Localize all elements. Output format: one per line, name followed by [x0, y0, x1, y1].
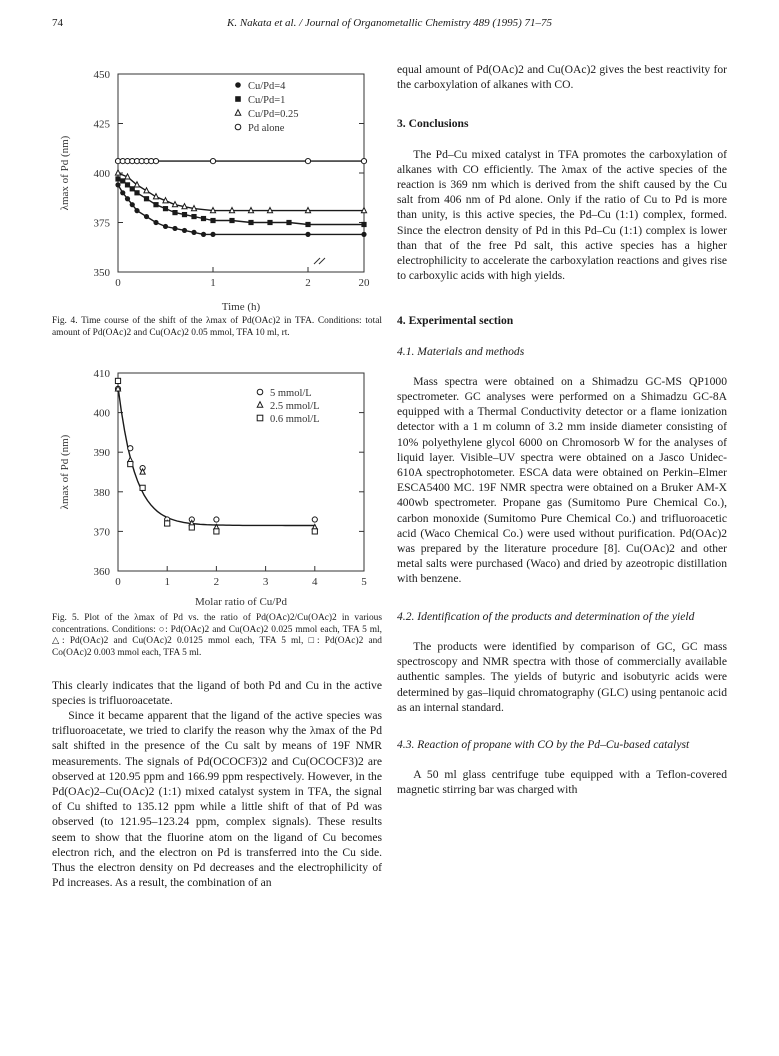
legend-label: 5 mmol/L: [270, 388, 312, 400]
data-point: [361, 232, 366, 237]
data-point: [172, 226, 177, 231]
series-4: [115, 159, 366, 164]
data-point: [361, 159, 366, 164]
figure-5-caption: Fig. 5. Plot of the λmax of Pd vs. the ratio of Pd(OAc)2/Cu(OAc)2 in various concentrations. Conditions: ○: Pd(OAc)2 and Cu(OAc)2 0.025 mmol each, TFA 5 ml, △: Pd(OAc)2 and Cu(OAc)2 0.0125 mmol each, TFA 5 ml, □: Pd(OAc)2 and Co(OAc)2 0.003 mmol each, TFA 5 ml.: [52, 613, 382, 658]
subsection-heading-4-2: 4.2. Identification of the products and determination of the yield: [397, 609, 695, 623]
y-tick-label: 350: [93, 267, 110, 279]
paragraph: Since it became apparent that the ligand of the active species was trifluoroacetate, we tried to clarify the reason why the λmax of the Pd salt shifted in the presence of the Cu salt by means of 19F NMR measurements. The signals of Pd(OCOCF3)2 and Cu(OCOCF3)2 are observed at 120.95 ppm and 166.99 ppm respectively. However, in the Pd(OAc)2–Cu(OAc)2 (1:1) mixed catalyst system in TFA, the signal of Cu shifted to 135.12 ppm while a little shift of that of Pd was observed (to 121.95–123.24 ppm, complex signals). These results seem to show that the fluorine atom on the ligand of Cu becomes electron rich, and the electron on Pd is transferred into the Cu side. Thus the electron density on Pd decreases and the electrophilicity of Pd increases. As a result, the combination of an: [52, 708, 382, 890]
plot-frame: [118, 74, 364, 272]
data-point: [267, 220, 272, 225]
page-number: 74: [52, 17, 63, 29]
section-heading-experimental: 4. Experimental section: [397, 314, 514, 328]
x-tick-label: 0: [115, 277, 121, 289]
plot-frame: [118, 373, 364, 571]
y-tick-label: 410: [93, 368, 110, 381]
x-tick-label: 3: [262, 576, 269, 589]
legend-marker: [257, 402, 263, 408]
data-point: [182, 204, 187, 209]
data-point: [189, 525, 194, 530]
y-tick-label: 400: [93, 168, 110, 180]
data-point: [312, 517, 317, 522]
data-point: [140, 485, 145, 490]
axis-break-mark: [314, 258, 325, 264]
data-point: [115, 379, 120, 384]
paragraph: The products were identified by comparison of GC, GC mass spectroscopy and NMR spectra with those of commercially available authentic samples. The yields of butyric and isobutyric acids were determined by gas–liquid chromatography (GLC) using pentanoic acid as an internal standard.: [397, 639, 727, 714]
paragraph: equal amount of Pd(OAc)2 and Cu(OAc)2 gives the best reactivity for the carboxylation of alkanes with CO.: [397, 63, 727, 92]
data-point: [361, 208, 366, 213]
data-point: [125, 174, 130, 179]
data-point: [153, 202, 158, 207]
data-point: [201, 216, 206, 221]
data-point: [128, 462, 133, 467]
x-tick-label: 4: [312, 576, 318, 589]
figure-4: [52, 62, 382, 339]
data-point: [229, 208, 234, 213]
data-point: [165, 521, 170, 526]
figure-5: [52, 361, 382, 659]
data-point: [115, 170, 120, 175]
x-tick-label: 20: [358, 277, 370, 289]
legend-label: Cu/Pd=1: [248, 95, 286, 106]
data-point: [134, 208, 139, 213]
data-point: [305, 208, 310, 213]
data-point: [201, 232, 206, 237]
legend-marker: [257, 415, 263, 421]
y-tick-label: 370: [93, 526, 110, 539]
data-point: [248, 220, 253, 225]
data-point: [286, 220, 291, 225]
y-axis-label: λmax of Pd (nm): [59, 434, 71, 510]
data-point: [305, 232, 310, 237]
data-point: [144, 214, 149, 219]
data-point: [144, 196, 149, 201]
legend-label: 0.6 mmol/L: [270, 414, 320, 426]
y-axis-label: λmax of Pd (nm): [59, 135, 71, 211]
y-tick-label: 400: [93, 407, 110, 420]
left-column: [52, 62, 382, 890]
x-axis-label: Time (h): [221, 301, 261, 312]
right-column: [397, 62, 727, 798]
series-line: [118, 185, 364, 235]
y-tick-label: 390: [93, 447, 110, 460]
x-tick-label: 2: [213, 576, 220, 589]
legend-marker: [235, 110, 241, 116]
x-tick-label: 0: [115, 576, 121, 589]
x-tick-label: 5: [361, 576, 367, 589]
x-axis-label: Molar ratio of Cu/Pd: [195, 596, 287, 609]
subsection-heading-4-1: 4.1. Materials and methods: [397, 344, 525, 358]
paragraph: This clearly indicates that the ligand of both Pd and Cu in the active species is trifluoroacetate.: [52, 678, 382, 707]
data-point: [312, 529, 317, 534]
data-point: [153, 159, 158, 164]
data-point: [172, 210, 177, 215]
paragraph: Mass spectra were obtained on a Shimadzu GC-MS QP1000 spectrometer. GC analyses were performed on a Shimadzu GC-8A equipped with a Thermal Conductivity detector or a flame ionization detector with a 1 m column of 3.2 mm inside diameter consisting of 10% polyethylene glycol 6000 on Chromosorb W for the analyses of liquid layer. Visible–UV spectra were obtained on a Jasco Unidec-610A spectrophotometer. ESCA data were obtained on Perkin–Elmer ESCA5400 MC. 19F NMR spectra were obtained on a Bruker AM-X 400wb spectrometer. Propane gas (Sumitomo Pure Chemical Co.), carbon monoxide (Sumitomo Pure Chemical Co.) and trifluoroacetic acid (Waco Chemical Co.) were used without purification. Pd(OAc)2 was prepared by the literature procedure [8]. Cu(OAc)2 and other metal salts were purchased (Waco) and dried by azeotropic distillation with benzene.: [397, 374, 727, 586]
data-point: [210, 159, 215, 164]
data-point: [305, 222, 310, 227]
data-point: [125, 182, 130, 187]
paragraph: A 50 ml glass centrifuge tube equipped with a Teflon-covered magnetic stirring bar was charged with: [397, 768, 727, 797]
data-point: [128, 446, 133, 451]
data-point: [214, 529, 219, 534]
data-point: [191, 206, 196, 211]
y-tick-label: 450: [93, 69, 110, 81]
y-tick-label: 380: [93, 486, 110, 499]
legend-label: 2.5 mmol/L: [270, 401, 320, 413]
data-point: [163, 206, 168, 211]
data-point: [182, 228, 187, 233]
legend-marker: [257, 389, 263, 395]
series-3: [115, 170, 366, 213]
data-point: [130, 202, 135, 207]
legend-marker: [235, 82, 241, 88]
data-point: [305, 159, 310, 164]
series-1: [115, 182, 366, 237]
chart-fig4: [52, 62, 382, 312]
subsection-heading-4-3: 4.3. Reaction of propane with CO by the Pd–Cu-based catalyst: [397, 737, 690, 751]
legend-marker: [235, 96, 241, 102]
y-tick-label: 360: [93, 566, 110, 579]
legend-marker: [235, 124, 241, 130]
data-point: [153, 194, 158, 199]
data-point: [191, 230, 196, 235]
legend-label: Pd alone: [248, 123, 285, 134]
data-point: [163, 224, 168, 229]
y-tick-label: 425: [93, 118, 110, 131]
section-heading-conclusions: 3. Conclusions: [397, 117, 469, 131]
figure-4-caption: Fig. 4. Time course of the shift of the λmax of Pd(OAc)2 in TFA. Conditions: total amount of Pd(OAc)2 and Cu(OAc)2 0.05 mmol, TFA 10 ml, rt.: [52, 316, 382, 338]
data-point: [153, 220, 158, 225]
x-tick-label: 2: [305, 277, 311, 289]
data-point: [144, 188, 149, 193]
series-line: [118, 179, 364, 225]
data-point: [191, 214, 196, 219]
legend-label: Cu/Pd=0.25: [248, 109, 299, 120]
data-point: [229, 218, 234, 223]
x-tick-label: 1: [164, 576, 170, 589]
data-point: [172, 202, 177, 207]
y-tick-label: 375: [93, 217, 110, 230]
legend-label: Cu/Pd=4: [248, 81, 286, 92]
data-point: [361, 222, 366, 227]
data-point: [163, 198, 168, 203]
x-tick-label: 1: [210, 277, 216, 289]
paragraph: The Pd–Cu mixed catalyst in TFA promotes the carboxylation of alkanes with CO efficiently. The λmax of the active species of the reaction is 369 nm which is derived from the shift caused by the Cu salt from 406 nm of Pd alone. Only if the ratio of Cu to Pd is more than unity, is this active species, the Pd–Cu (1:1) complex, formed. Since the electron density of Pd in this Pd–Cu (1:1) complex is lower than that of the free Pd salt, this active species has a higher electrophilicity to accelerate the carboxylation reactions and gives rise to carboxylic acids with high yields.: [397, 147, 727, 283]
data-point: [210, 232, 215, 237]
data-point: [115, 176, 120, 181]
data-point: [210, 208, 215, 213]
data-point: [134, 190, 139, 195]
data-point: [214, 517, 219, 522]
data-point: [115, 182, 120, 187]
data-point: [125, 196, 130, 201]
data-point: [210, 218, 215, 223]
series-2: [115, 176, 366, 227]
running-title: K. Nakata et al. / Journal of Organometallic Chemistry 489 (1995) 71–75: [227, 17, 552, 29]
data-point: [120, 190, 125, 195]
data-point: [267, 208, 272, 213]
chart-fig5: [52, 361, 382, 609]
data-point: [248, 208, 253, 213]
data-point: [182, 212, 187, 217]
